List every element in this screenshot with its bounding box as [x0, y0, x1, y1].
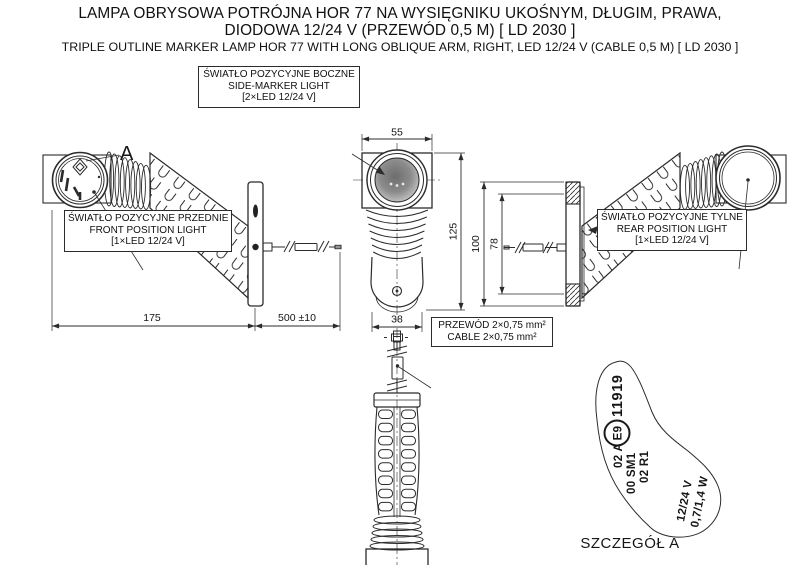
detail-a-homologation-number: 11919 — [610, 374, 626, 417]
dim-arm-horizontal: 175 — [143, 312, 161, 324]
callout-rear-position-pl: ŚWIATŁO POZYCYJNE TYLNE — [601, 212, 743, 223]
callout-cable-en: CABLE 2×0,75 mm² — [447, 331, 537, 343]
callout-cable — [431, 317, 553, 347]
title-line-1: LAMPA OBRYSOWA POTRÓJNA HOR 77 NA WYSIĘGNIKU UKOŚNYM, DŁUGIM, PRAWA, — [78, 5, 722, 22]
detail-a-voltage: 12/24 V — [675, 479, 695, 523]
title-block — [0, 6, 800, 54]
front-led-dot-3 — [402, 183, 405, 186]
detail-a-code-3: 02 R1 — [639, 450, 651, 483]
bottom-arm-rail-right — [415, 407, 419, 515]
callout-side-marker-spec: [2×LED 12/24 V] — [242, 92, 316, 104]
right-cable — [504, 242, 566, 253]
technical-drawing — [0, 60, 800, 565]
rear-leader-dot — [746, 178, 750, 182]
dim-cable-length: 500 ±10 — [278, 312, 316, 324]
detail-a-code-1: 02 A — [613, 442, 625, 468]
detail-a-code-2: 00 SM1 — [626, 452, 638, 494]
bottom-cable — [387, 331, 431, 393]
left-plate-hole — [252, 244, 258, 250]
dim-head-width: 55 — [391, 126, 403, 139]
front-led-dot-1 — [390, 183, 393, 186]
callout-rear-position-en: REAR POSITION LIGHT — [616, 223, 728, 235]
callout-front-position-pl: ŚWIATŁO POZYCYJNE PRZEDNIE — [68, 213, 229, 224]
callout-front-position-en: FRONT POSITION LIGHT — [89, 224, 207, 236]
left-plate-slot — [253, 205, 258, 218]
front-capsule-hole-dot — [396, 290, 399, 293]
left-cable — [263, 241, 341, 252]
callout-rear-position — [597, 209, 747, 251]
detail-a-e-mark: E9 — [612, 425, 625, 441]
callout-front-position — [64, 210, 232, 252]
dim-arm-width: 38 — [391, 313, 403, 326]
detail-a-marker-label: A — [120, 143, 134, 165]
title-line-2: DIODOWA 12/24 V (PRZEWÓD 0,5 M) [ LD 2030 ] — [224, 21, 576, 39]
callout-cable-pl: PRZEWÓD 2×0,75 mm² — [438, 320, 546, 331]
dim-lamp-height: 125 — [447, 222, 460, 241]
front-lens — [375, 158, 419, 202]
title-line-3: TRIPLE OUTLINE MARKER LAMP HOR 77 WITH LONG OBLIQUE ARM, RIGHT, LED 12/24 V (CABLE 0,5 M) [ LD 2030 ] — [61, 40, 739, 55]
bottom-rear-view — [366, 328, 431, 565]
bottom-arm-rail-left — [375, 407, 379, 515]
right-plate-boss-bottom — [566, 284, 580, 306]
callout-front-position-spec: [1×LED 12/24 V] — [111, 236, 185, 248]
dim-hole-spacing: 78 — [488, 238, 501, 250]
detail-a-power: 0,7/1,4 W — [689, 475, 711, 529]
detail-a — [580, 361, 720, 552]
detail-a-caption: SZCZEGÓŁ A — [580, 535, 680, 552]
front-led-dot-2 — [396, 184, 399, 187]
dim-bracket-height: 100 — [470, 235, 482, 253]
callout-side-marker-en: SIDE-MARKER LIGHT — [228, 80, 330, 92]
right-plate-boss-top — [566, 182, 580, 204]
callout-rear-position-spec: [1×LED 12/24 V] — [635, 235, 709, 247]
callout-side-marker — [198, 66, 360, 108]
callout-side-marker-pl: ŚWIATŁO POZYCYJNE BOCZNE — [203, 69, 355, 80]
right-lens-bezel — [716, 146, 780, 210]
